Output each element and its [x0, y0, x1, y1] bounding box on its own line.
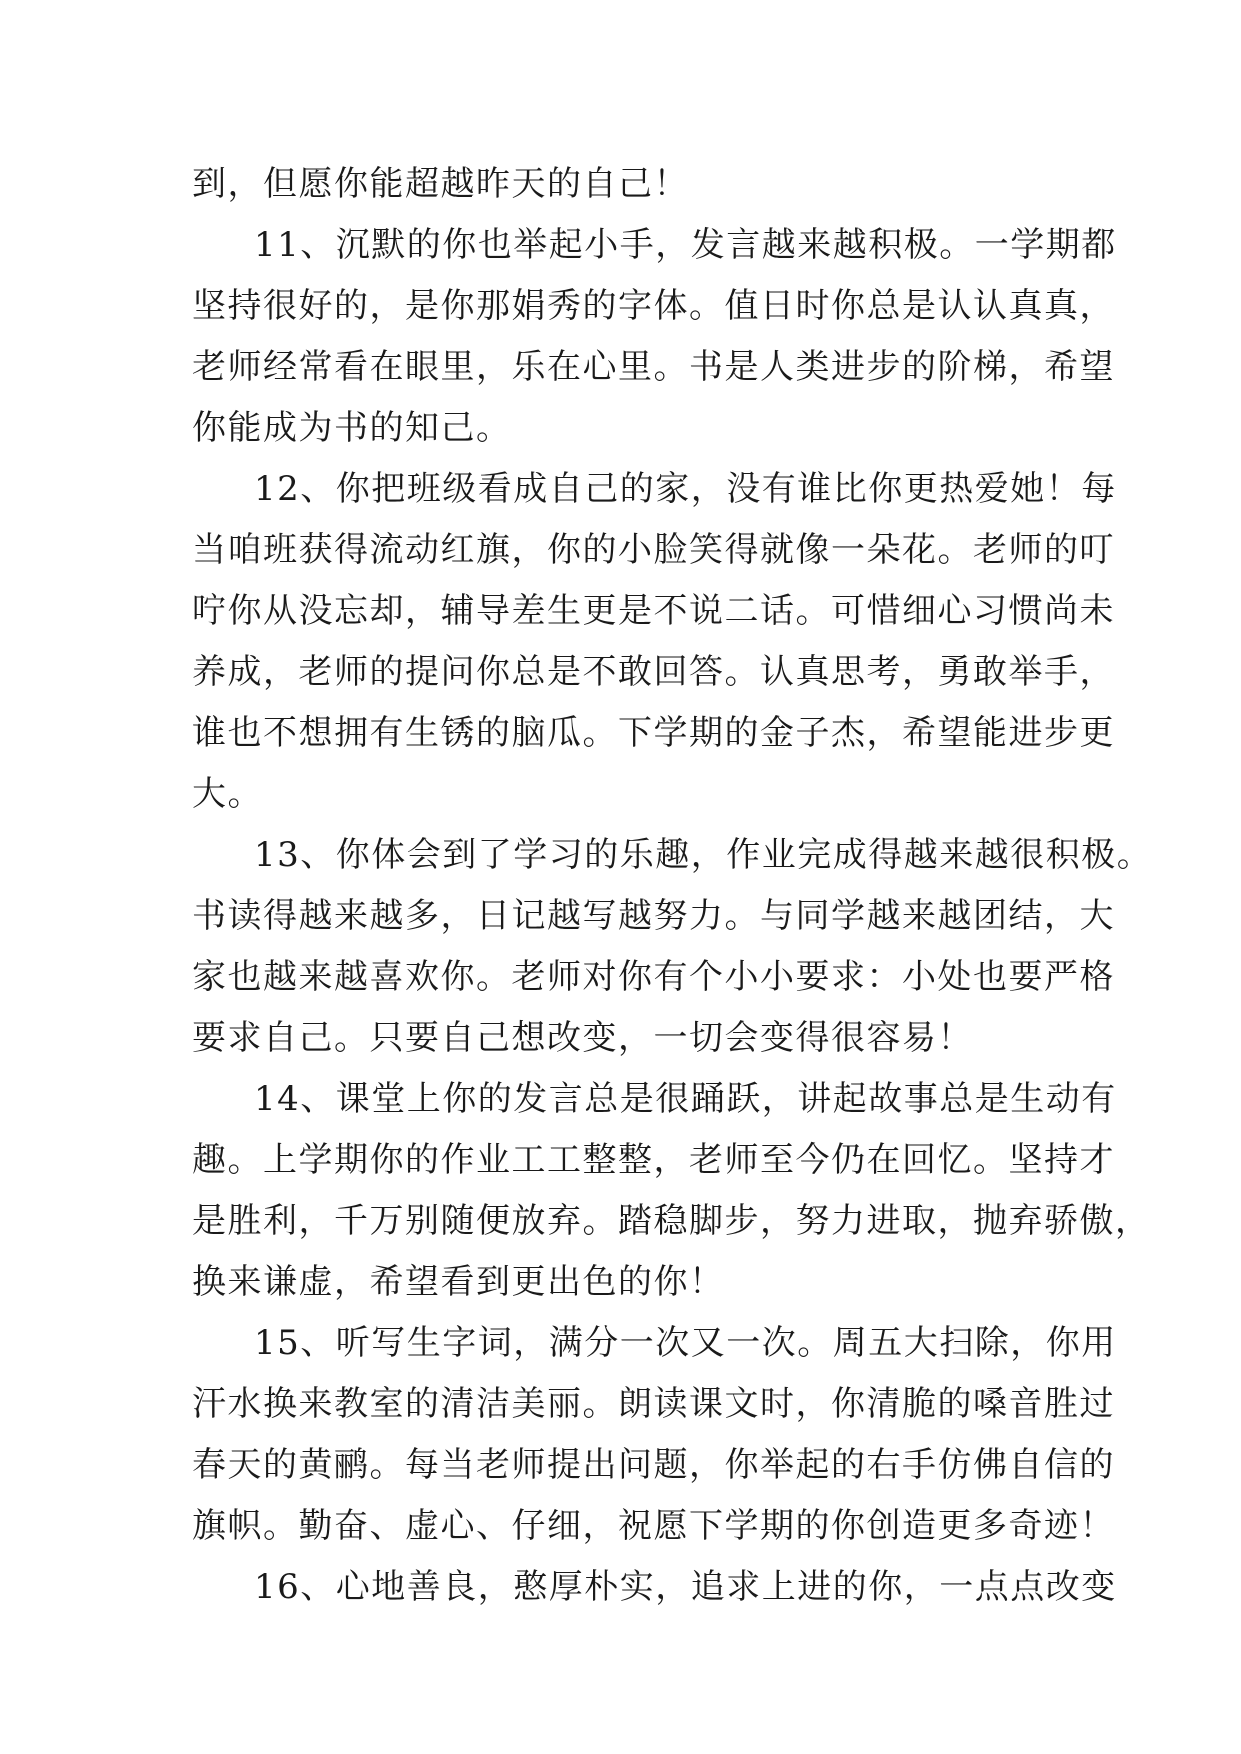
text-line: 到，但愿你能超越昨天的自己！ — [192, 164, 689, 204]
text-line: 要求自己。只要自己想改变，一切会变得很容易！ — [192, 1018, 973, 1058]
text-line: 换来谦虚，希望看到更出色的你！ — [192, 1262, 725, 1302]
text-line: 书读得越来越多，日记越写越努力。与同学越来越团结，大 — [192, 896, 1115, 936]
paragraph-12-first-line: 12、你把班级看成自己的家，没有谁比你更热爱她！每 — [254, 469, 1117, 509]
text-line: 坚持很好的，是你那娟秀的字体。值日时你总是认认真真， — [192, 286, 1115, 326]
text-line: 咛你从没忘却，辅导差生更是不说二话。可惜细心习惯尚未 — [192, 591, 1115, 631]
text-line: 你能成为书的知己。 — [192, 408, 512, 448]
paragraph-13-first-line: 13、你体会到了学习的乐趣，作业完成得越来越很积极。 — [254, 835, 1153, 875]
text-line: 汗水换来教室的清洁美丽。朗读课文时，你清脆的嗓音胜过 — [192, 1384, 1115, 1424]
text-line: 谁也不想拥有生锈的脑瓜。下学期的金子杰，希望能进步更 — [192, 713, 1115, 753]
text-line: 旗帜。勤奋、虚心、仔细，祝愿下学期的你创造更多奇迹！ — [192, 1506, 1115, 1546]
text-line: 老师经常看在眼里，乐在心里。书是人类进步的阶梯，希望 — [192, 347, 1115, 387]
text-line: 是胜利，千万别随便放弃。踏稳脚步，努力进取，抛弃骄傲， — [192, 1201, 1151, 1241]
paragraph-16-first-line: 16、心地善良，憨厚朴实，追求上进的你，一点点改变 — [254, 1567, 1117, 1607]
paragraph-11-first-line: 11、沉默的你也举起小手，发言越来越积极。一学期都 — [254, 225, 1117, 265]
paragraph-15-first-line: 15、听写生字词，满分一次又一次。周五大扫除，你用 — [254, 1323, 1117, 1363]
text-line: 当咱班获得流动红旗，你的小脸笑得就像一朵花。老师的叮 — [192, 530, 1115, 570]
text-line: 养成，老师的提问你总是不敢回答。认真思考，勇敢举手， — [192, 652, 1115, 692]
text-line: 趣。上学期你的作业工工整整，老师至今仍在回忆。坚持才 — [192, 1140, 1115, 1180]
text-line: 春天的黄鹂。每当老师提出问题，你举起的右手仿佛自信的 — [192, 1445, 1115, 1485]
paragraph-14-first-line: 14、课堂上你的发言总是很踊跃，讲起故事总是生动有 — [254, 1079, 1117, 1119]
text-line: 大。 — [192, 774, 263, 814]
text-line: 家也越来越喜欢你。老师对你有个小小要求：小处也要严格 — [192, 957, 1115, 997]
